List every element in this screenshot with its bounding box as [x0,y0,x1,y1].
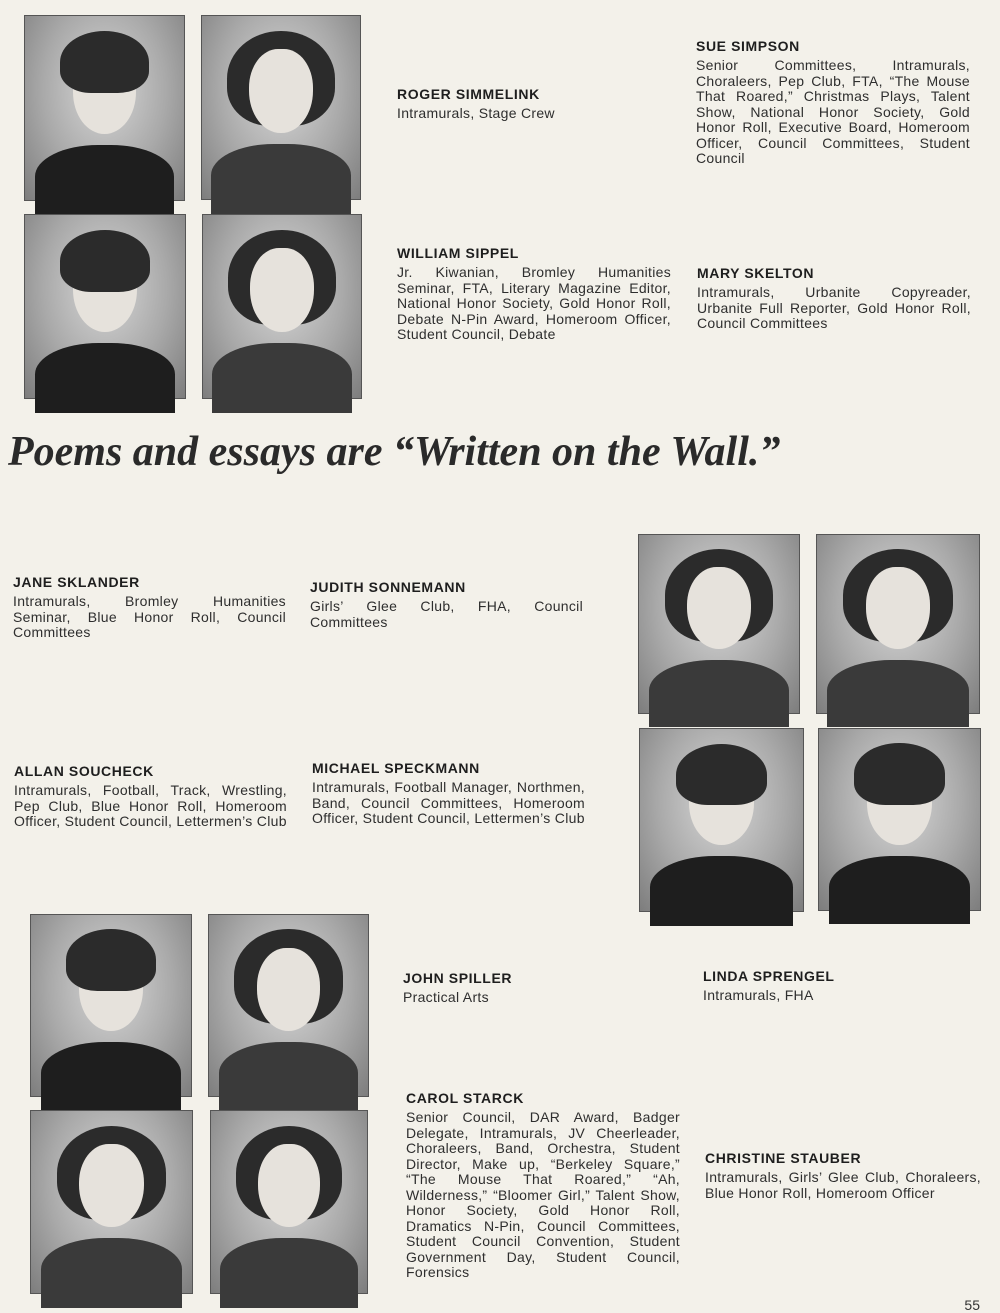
portrait-jane-sklander [638,534,800,714]
portrait-christine-stauber [210,1110,368,1294]
student-name: WILLIAM SIPPEL [397,245,519,261]
portrait-judith-sonnemann [816,534,980,714]
student-activities: Senior Council, DAR Award, Badger Delegate, Intramurals, JV Cheerleader, Choraleers, Band, Orchestra, Student Director, Make up, “Berkeley Square,” “The Mouse That Roared,” “Ah, Wilderness,” “Bloomer Girl,” Talent Show, Honor Society, Gold Honor Roll, Dramatics N-Pin, Council Committees, Student Council Convention, Student Government Day, Student Council, Forensics [406,1109,680,1280]
student-entry [697,265,971,332]
portrait-william-sippel [24,214,186,399]
portrait-mary-skelton [202,214,362,399]
portrait-linda-sprengel [208,914,369,1097]
student-name: CAROL STARCK [406,1090,524,1106]
student-entry [696,38,970,167]
student-activities: Girls’ Glee Club, FHA, Council Committees [310,598,583,630]
student-entry [310,579,583,630]
student-name: LINDA SPRENGEL [703,968,835,984]
page-number: 55 [964,1297,980,1313]
portrait-roger-simmelink [24,15,185,201]
student-entry [397,245,671,343]
student-name: JANE SKLANDER [13,574,140,590]
student-name: JOHN SPILLER [403,970,513,986]
student-name: MICHAEL SPECKMANN [312,760,480,776]
student-activities: Senior Committees, Intramurals, Choraleers, Pep Club, FTA, “The Mouse That Roared,” Christmas Plays, Talent Show, National Honor Society, Gold Honor Roll, Executive Board, Homeroom Officer, Council Committees, Student Council [696,57,970,166]
student-entry [705,1150,981,1201]
student-entry [397,86,597,122]
student-activities: Intramurals, Bromley Humanities Seminar, Blue Honor Roll, Council Committees [13,593,286,640]
student-name: CHRISTINE STAUBER [705,1150,862,1166]
student-name: ALLAN SOUCHECK [14,763,154,779]
portrait-carol-starck [30,1110,193,1294]
student-entry [13,574,286,641]
student-activities: Intramurals, Stage Crew [397,105,555,121]
student-activities: Intramurals, FHA [703,987,814,1003]
portrait-john-spiller [30,914,192,1097]
student-entry [312,760,585,827]
student-activities: Intramurals, Football Manager, Northmen, Band, Council Committees, Homeroom Officer, Student Council, Lettermen’s Club [312,779,585,826]
student-entry [403,970,603,1006]
portrait-michael-speckmann [818,728,981,911]
student-name: SUE SIMPSON [696,38,800,54]
section-headline: Poems and essays are “Written on the Wall.” [8,429,781,475]
student-activities: Practical Arts [403,989,489,1005]
student-entry [406,1090,680,1281]
student-activities: Intramurals, Urbanite Copyreader, Urbanite Full Reporter, Gold Honor Roll, Council Committees [697,284,971,331]
student-activities: Intramurals, Football, Track, Wrestling, Pep Club, Blue Honor Roll, Homeroom Officer, Student Council, Lettermen’s Club [14,782,287,829]
student-entry [703,968,923,1004]
student-name: MARY SKELTON [697,265,815,281]
portrait-sue-simpson [201,15,361,200]
student-activities: Jr. Kiwanian, Bromley Humanities Seminar, FTA, Literary Magazine Editor, National Honor Society, Gold Honor Roll, Debate N-Pin Award, Homeroom Officer, Student Council, Debate [397,264,671,342]
portrait-allan-soucheck [639,728,804,912]
student-name: ROGER SIMMELINK [397,86,540,102]
student-name: JUDITH SONNEMANN [310,579,466,595]
student-activities: Intramurals, Girls’ Glee Club, Choraleers, Blue Honor Roll, Homeroom Officer [705,1169,981,1201]
student-entry [14,763,287,830]
